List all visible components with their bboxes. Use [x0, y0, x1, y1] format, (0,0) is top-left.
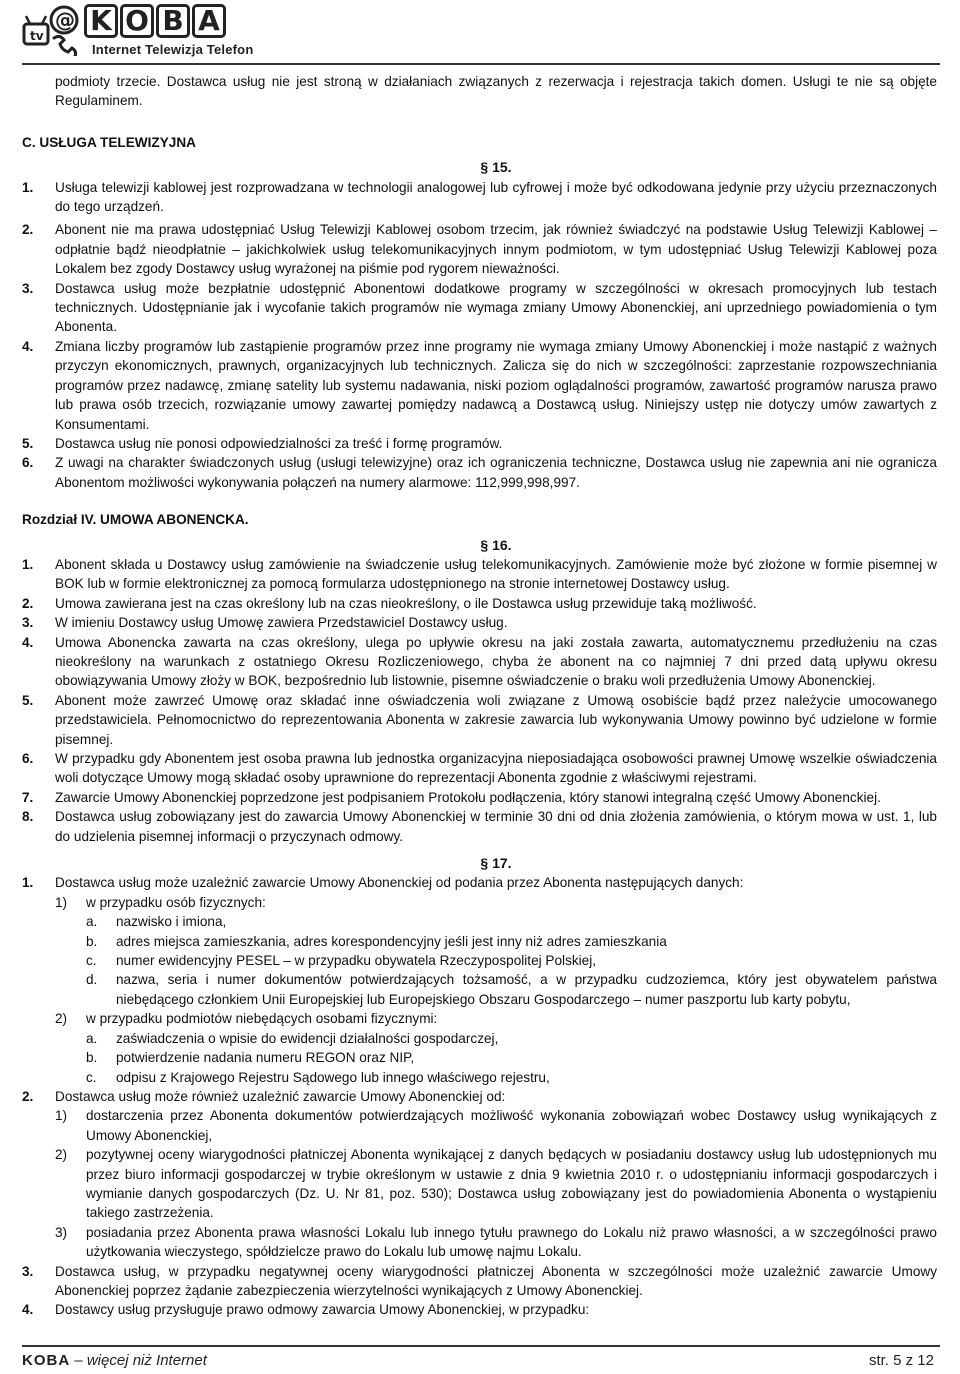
- svg-text:@: @: [55, 8, 75, 32]
- svg-text:tv: tv: [30, 29, 44, 43]
- item-number: 4.: [22, 1302, 34, 1318]
- sub-letter: d.: [86, 972, 98, 988]
- sub-letter: c.: [86, 953, 97, 969]
- item-number: 3.: [22, 1263, 34, 1279]
- section-heading: C. USŁUGA TELEWIZYJNA: [22, 134, 196, 150]
- sub-letter: a.: [86, 1030, 98, 1046]
- list-item: [22, 279, 937, 337]
- list-item: [22, 807, 937, 846]
- intro-paragraph: podmioty trzecie. Dostawca usług nie jest stroną w działaniach związanych z rezerwacja i rejestracja takich domen. Usługi te nie są objęte Regulaminem.: [55, 74, 937, 109]
- item-text: Dostawca usług nie ponosi odpowiedzialności za treść i formę programów.: [55, 435, 503, 451]
- list-item: [22, 434, 937, 453]
- footer-brand-name: KOBA: [22, 1352, 71, 1369]
- item-number: 7.: [22, 789, 34, 805]
- footer-slogan: – więcej niż Internet: [74, 1352, 207, 1369]
- item-number: 6.: [22, 455, 34, 471]
- item-number: 2.: [22, 1088, 34, 1104]
- list-item: [22, 873, 937, 892]
- item-number: 3.: [22, 615, 34, 631]
- item-number: 2.: [22, 595, 34, 611]
- sub-sub-list-item: [55, 932, 937, 951]
- sub-list-item: [55, 1223, 937, 1262]
- item-number: 1.: [22, 875, 34, 891]
- sub-text: posiadania przez Abonenta prawa własności Lokalu lub innego tytułu prawnego do Lokalu niż prawo własności, a w szczególności prawo użytkowania wieczystego, spółdzielcze prawo do Lokalu lub umowę najmu Lokalu.: [86, 1224, 937, 1260]
- item-text: W przypadku gdy Abonentem jest osoba prawna lub jednostka organizacyjna nieposiadająca osobowości prawnej Umowę wszelkie oświadczenia woli dotyczące Umowy mogą składać osoby uprawnione do reprezentacji Abonenta zgodnie z właściwymi rejestrami.: [55, 751, 937, 786]
- item-text: Dostawca usług, w przypadku negatywnej oceny wiarygodności płatniczej Abonenta w szczególności może uzależnić zawarcie Umowy Abonenckiej poprzez żądanie zabezpieczenia wierzytelności wynikających z Umowy Abonenckiej.: [55, 1263, 937, 1298]
- item-number: 1.: [22, 179, 34, 195]
- sub-number: 3): [55, 1224, 68, 1240]
- item-text: Dostawca usług może bezpłatnie udostępnić Abonentowi dodatkowe programy w szczególności w okresach promocyjnych lub testach technicznych. Udostępnianie jak i wycofanie takich programów nie wymaga zmiany Umowy Abonenckiej, ani uprzedniego powiadomienia o tym Abonenta.: [55, 280, 937, 335]
- item-text: Umowa Abonencka zawarta na czas określony, ulega po upływie okresu na jaki została zawarta, automatycznemu przedłużeniu na czas nieokreślony na warunkach z ostatniego Okresu Rozliczeniowego, chyba że abonent na co najmniej 7 dni przed datą upływu okresu obowiązywania Umowy złoży w BOK, bezpośrednio lub listownie, pisemne oświadczenie o braku woli przedłużenia Umowy Abonenckiej.: [55, 634, 937, 689]
- item-text: Dostawca usług może również uzależnić zawarcie Umowy Abonenckiej od:: [55, 1088, 506, 1104]
- sub-letter: c.: [86, 1069, 97, 1085]
- list-item: [22, 633, 937, 691]
- item-text: Zmiana liczby programów lub zastąpienie programów przez inne programy nie wymaga zmiany Umowy Abonenckiej i może nastąpić z ważnych przyczyn ekonomicznych, prawnych, organizacyjnych lub technicznych. Zalicza się do nich w szczególności: zaprzestanie rozpowszechniania programów przez nadawcę, zmianę satelity lub systemu nadawania, niski poziom oglądalności programów, zawartość programów narusza prawo lub prawa osób trzecich, rozwiązanie umowy zawartej pomiędzy nadawcą a Dostawcą usług. Niniejszy ustęp nie dotyczy umów zawartych z Konsumentami.: [55, 338, 937, 432]
- item-text: Usługa telewizji kablowej jest rozprowadzana w technologii analogowej lub cyfrowej i może być odkodowana jedynie przy użyciu przeznaczonych do tego urządzeń.: [55, 179, 937, 215]
- list-item: [22, 337, 937, 434]
- item-number: 5.: [22, 692, 34, 708]
- sub-number: 2): [55, 1011, 68, 1027]
- list-item: [22, 1262, 937, 1301]
- item-text: Abonent składa u Dostawcy usług zamówienie na świadczenie usług telekomunikacyjnych. Zamówienie może być złożone w formie pisemnej w BOK lub w formie elektronicznej za pomocą formularza udostępnionego na stronie internetowej Dostawcy usług.: [55, 556, 937, 592]
- sub-sub-list-item: [55, 1048, 937, 1067]
- logo-letter: K: [84, 4, 118, 38]
- logo-icon: [22, 4, 80, 56]
- item-number: 2.: [22, 222, 34, 238]
- item-number: 5.: [22, 435, 34, 451]
- logo-letter: A: [192, 4, 226, 38]
- sub-text: w przypadku osób fizycznych:: [86, 894, 266, 910]
- list-item: [22, 220, 937, 278]
- logo-letter: O: [120, 4, 154, 38]
- footer-brand: [22, 1351, 207, 1370]
- list-item: [22, 749, 937, 788]
- paragraph-mark: § 17.: [480, 855, 512, 872]
- item-number: 4.: [22, 634, 34, 650]
- sub-letter: a.: [86, 914, 98, 930]
- page-number: str. 5 z 12: [868, 1352, 934, 1369]
- list-item: [22, 1300, 937, 1319]
- item-text: Zawarcie Umowy Abonenckiej poprzedzone jest podpisaniem Protokołu podłączenia, który stanowi integralną część Umowy Abonenckiej.: [55, 789, 881, 805]
- sub-list-item: [55, 1106, 937, 1145]
- logo-tagline: Internet Telewizja Telefon: [92, 42, 254, 57]
- paragraph-mark: § 16.: [480, 536, 512, 553]
- sub-text: zaświadczenia o wpisie do ewidencji działalności gospodarczej,: [116, 1030, 499, 1046]
- sub-letter: b.: [86, 933, 98, 949]
- item-text: Abonent może zawrzeć Umowę oraz składać inne oświadczenia woli związane z Umową osobiście bądź przez należycie umocowanego przedstawiciela. Pełnomocnictwo do reprezentowania Abonenta w zakresie zawarcia lub wykonywania Umowy powinno być udzielone w formie pisemnej.: [55, 692, 937, 747]
- chapter-heading: Rozdział IV. UMOWA ABONENCKA.: [22, 512, 249, 528]
- list-item: [22, 555, 937, 594]
- item-number: 3.: [22, 280, 34, 296]
- sub-text: w przypadku podmiotów niebędących osobami fizycznymi:: [86, 1011, 438, 1027]
- sub-sub-list-item: [55, 912, 937, 931]
- item-text: Dostawca usług zobowiązany jest do zawarcia Umowy Abonenckiej w terminie 30 dni od dnia złożenia zamówienia, o którym mowa w ust. 1, lub do udzielenia pisemnej informacji o przyczynach odmowy.: [55, 809, 937, 844]
- sub-sub-list-item: [55, 970, 937, 1009]
- sub-text: odpisu z Krajowego Rejestru Sądowego lub innego właściwego rejestru,: [116, 1069, 550, 1085]
- sub-text: nazwisko i imiona,: [116, 914, 227, 930]
- sub-text: pozytywnej oceny wiarygodności płatniczej Abonenta wynikającej z danych będących w posiadaniu dostawcy usług lub udostępnionych mu przez biuro informacji gospodarczej w trybie określonym w ustawie z dnia 9 kwietnia 2010 r. o udostępnianiu informacji gospodarczych i wymianie danych gospodarczych (Dz. U. Nr 81, poz. 530); Dostawca usług zobowiązany jest do powiadomienia Abonenta o wystąpieniu takiego zastrzeżenia.: [86, 1147, 937, 1221]
- item-text: Abonent nie ma prawa udostępniać Usług Telewizji Kablowej osobom trzecim, jak również świadczyć na podstawie Usług Telewizji Kablowej – odpłatnie bądź nieodpłatnie – jakichkolwiek usług telekomunikacyjnych innym podmiotom, w tym udostępniać Usług Telewizji Kablowej poza Lokalem bez zgody Dostawcy usług wyrażonej na piśmie pod rygorem nieważności.: [55, 222, 937, 277]
- item-number: 1.: [22, 556, 34, 572]
- logo-letter: B: [156, 4, 190, 38]
- item-number: 4.: [22, 338, 34, 354]
- item-number: 8.: [22, 809, 34, 825]
- item-number: 6.: [22, 751, 34, 766]
- item-text: Umowa zawierana jest na czas określony lub na czas nieokreślony, o ile Dostawca usług przewiduje taką możliwość.: [55, 595, 757, 611]
- list-item: [22, 613, 937, 632]
- item-text: W imieniu Dostawcy usług Umowę zawiera Przedstawiciel Dostawcy usług.: [55, 615, 508, 631]
- sub-sub-list-item: [55, 951, 937, 970]
- header-divider: [22, 63, 940, 65]
- document-body: [22, 72, 937, 1320]
- sub-list-item: [55, 893, 937, 912]
- sub-list-item: [55, 1009, 937, 1028]
- sub-list-item: [55, 1145, 937, 1223]
- sub-text: potwierdzenie nadania numeru REGON oraz NIP,: [116, 1050, 415, 1066]
- sub-text: nazwa, seria i numer dokumentów potwierdzających tożsamość, a w przypadku cudzoziemca, który jest obywatelem państwa niebędącego członkiem Unii Europejskiej lub Europejskiego Obszaru Gospodarczego – numer paszportu lub karty pobytu,: [116, 972, 937, 1007]
- list-item: [22, 788, 937, 807]
- paragraph-mark: § 15.: [480, 159, 512, 176]
- sub-text: adres miejsca zamieszkania, adres korespondencyjny jeśli jest inny niż adres zamieszkania: [116, 933, 667, 949]
- footer-divider: [22, 1345, 940, 1347]
- item-text: Dostawca usług może uzależnić zawarcie Umowy Abonenckiej od podania przez Abonenta następujących danych:: [55, 875, 744, 891]
- sub-text: dostarczenia przez Abonenta dokumentów potwierdzających możliwość wykonania zobowiązań wobec Dostawcy usług wynikających z Umowy Abonenckiej,: [86, 1108, 937, 1143]
- sub-sub-list-item: [55, 1068, 937, 1087]
- list-item: [22, 453, 937, 492]
- sub-number: 2): [55, 1147, 68, 1163]
- list-item: [22, 178, 937, 217]
- list-item: [22, 594, 937, 613]
- sub-letter: b.: [86, 1050, 98, 1066]
- list-item: [22, 691, 937, 749]
- sub-number: 1): [55, 1108, 68, 1124]
- item-text: Dostawcy usług przysługuje prawo odmowy zawarcia Umowy Abonenckiej, w przypadku:: [55, 1302, 590, 1318]
- sub-sub-list-item: [55, 1029, 937, 1048]
- logo-wordmark: [84, 4, 226, 38]
- sub-text: numer ewidencyjny PESEL – w przypadku obywatela Rzeczypospolitej Polskiej,: [116, 953, 597, 969]
- list-item: [22, 1087, 937, 1106]
- item-text: Z uwagi na charakter świadczonych usług (usługi telewizyjne) oraz ich ograniczenia techniczne, Dostawca usług nie zapewnia ani nie ogranicza Abonentom możliwości wykonywania połączeń na numery alarmowe: 112,999,998,997.: [55, 455, 937, 490]
- sub-number: 1): [55, 894, 68, 910]
